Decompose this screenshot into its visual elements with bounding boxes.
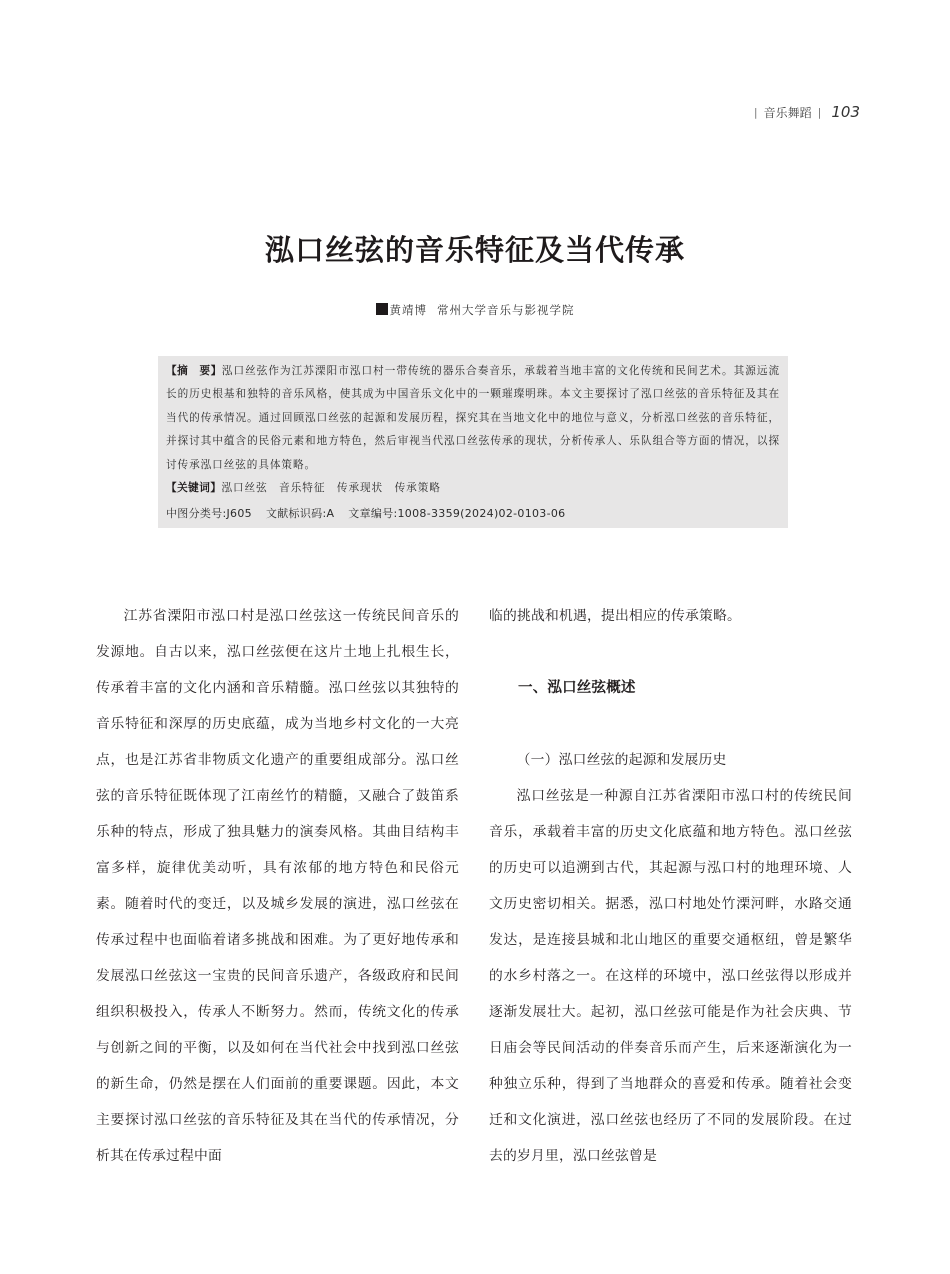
square-bullet-icon	[376, 303, 388, 315]
article-title: 泓口丝弦的音乐特征及当代传承	[264, 233, 685, 267]
body-paragraph: 江苏省溧阳市泓口村是泓口丝弦这一传统民间音乐的发源地。自古以来，泓口丝弦便在这片土地上扎根生长，传承着丰富的文化内涵和音乐精髓。泓口丝弦以其独特的音乐特征和深厚的历史底蕴，成为当地乡村文化的一大亮点，也是江苏省非物质文化遗产的重要组成部分。泓口丝弦的音乐特征既体现了江南丝竹的精髓，又融合了鼓笛系乐种的特点，形成了独具魅力的演奏风格。其曲目结构丰富多样，旋律优美动听，具有浓郁的地方特色和民俗元素。随着时代的变迁，以及城乡发展的演进，泓口丝弦在传承过程中也面临着诸多挑战和困难。为了更好地传承和发展泓口丝弦这一宝贵的民间音乐遗产，各级政府和民间组织积极投入，传承人不断努力。然而，传统文化的传承与创新之间的平衡，以及如何在当代社会中找到泓口丝弦的新生命，仍然是摆在人们面前的重要课题。因此，本文主要探讨泓口丝弦的音乐特征及其在当代的传承情况，分析其在传承过程中面	[96, 608, 459, 1164]
body-paragraph: 泓口丝弦是一种源自江苏省溧阳市泓口村的传统民间音乐，承载着丰富的历史文化底蕴和地方特色。泓口丝弦的历史可以追溯到古代，其起源与泓口村的地理环境、人文历史密切相关。据悉，泓口村地处竹溧河畔，水路交通发达，是连接县城和北山地区的重要交通枢纽，曾是繁华的水乡村落之一。在这样的环境中，泓口丝弦得以形成并逐渐发展壮大。起初，泓口丝弦可能是作为社会庆典、节日庙会等民间活动的伴奏音乐而产生，后来逐渐演化为一种独立乐种，得到了当地群众的喜爱和传承。随着社会变迁和文化演进，泓口丝弦也经历了不同的发展阶段。在过去的岁月里，泓口丝弦曾是	[489, 788, 852, 1164]
page-number: 103	[831, 103, 860, 121]
abstract-label: 【摘 要】	[166, 365, 222, 377]
subsection-heading: （一）泓口丝弦的起源和发展历史	[516, 752, 727, 768]
author-line	[0, 302, 950, 318]
right-column	[489, 598, 852, 1174]
keywords-text: 泓口丝弦 音乐特征 传承现状 传承策略	[221, 482, 441, 495]
left-column	[96, 598, 459, 1174]
abstract-box	[158, 356, 788, 528]
abstract-text: 泓口丝弦作为江苏溧阳市泓口村一带传统的器乐合奏音乐，承载着当地丰富的文化传统和民间艺术。其源远流长的历史根基和独特的音乐风格，使其成为中国音乐文化中的一颗璀璨明珠。本文主要探讨了泓口丝弦的音乐特征及其在当代的传承情况。通过回顾泓口丝弦的起源和发展历程，探究其在当地文化中的地位与意义，分析泓口丝弦的音乐特征，并探讨其中蕴含的民俗元素和地方特色，然后审视当代泓口丝弦传承的现状，分析传承人、乐队组合等方面的情况，以探讨传承泓口丝弦的具体策略。	[166, 365, 780, 471]
clc-number: 中图分类号:J605	[166, 507, 252, 521]
keywords-line	[166, 477, 780, 500]
keywords-label: 【关键词】	[166, 482, 222, 495]
journal-section: 音乐舞蹈	[763, 105, 812, 120]
author-affiliation: 常州大学音乐与影视学院	[437, 303, 575, 317]
running-header	[754, 102, 860, 122]
body-paragraph-continuation: 临的挑战和机遇，提出相应的传承策略。	[489, 608, 741, 624]
author-name: 黄靖博	[389, 303, 427, 317]
article-number: 文章编号:1008-3359(2024)02-0103-06	[348, 507, 566, 521]
header-separator: |	[753, 105, 758, 119]
header-separator: |	[817, 105, 822, 119]
classification-line	[166, 502, 780, 525]
section-heading: 一、泓口丝弦概述	[518, 680, 636, 696]
abstract-paragraph	[166, 360, 780, 477]
document-code: 文献标识码:A	[265, 507, 335, 521]
